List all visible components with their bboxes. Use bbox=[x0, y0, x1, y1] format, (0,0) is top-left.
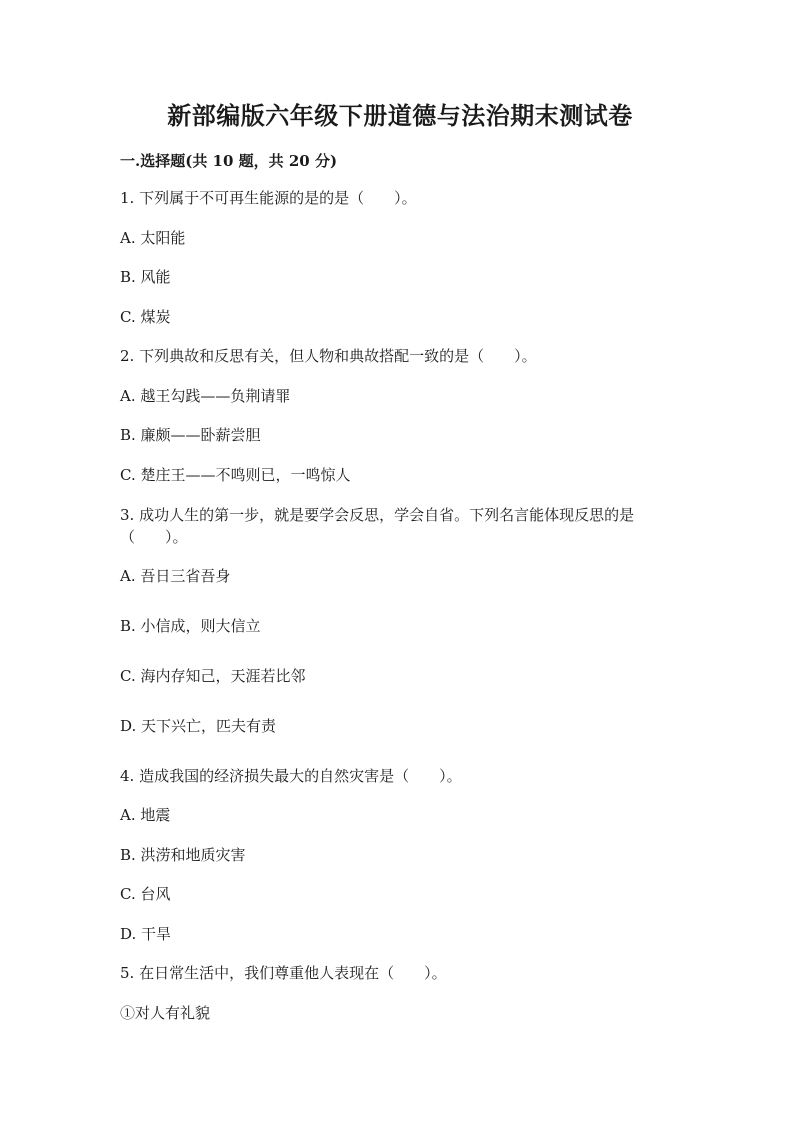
question-3-option-d: D. 天下兴亡，匹夫有责 bbox=[120, 717, 277, 735]
question-2-stem: 2. 下列典故和反思有关，但人物和典故搭配一致的是（ ）。 bbox=[120, 347, 537, 365]
question-1-option-c: C. 煤炭 bbox=[120, 308, 171, 326]
question-3-option-a: A. 吾日三省吾身 bbox=[120, 567, 231, 585]
question-4-option-c: C. 台风 bbox=[120, 885, 171, 903]
question-3-option-c: C. 海内存知己，天涯若比邻 bbox=[120, 667, 306, 685]
question-3-stem-line-1: 3. 成功人生的第一步，就是要学会反思，学会自省。下列名言能体现反思的是 bbox=[120, 506, 635, 524]
question-4-option-b: B. 洪涝和地质灾害 bbox=[120, 846, 246, 864]
question-1-option-b: B. 风能 bbox=[120, 268, 171, 286]
question-1-option-a: A. 太阳能 bbox=[120, 229, 186, 247]
question-2-option-b: B. 廉颇——卧薪尝胆 bbox=[120, 426, 261, 444]
question-2-option-c: C. 楚庄王——不鸣则已，一鸣惊人 bbox=[120, 466, 351, 484]
question-5-item-1: ①对人有礼貌 bbox=[120, 1004, 211, 1022]
page-title: 新部编版六年级下册道德与法治期末测试卷 bbox=[167, 101, 633, 130]
question-5-stem: 5. 在日常生活中，我们尊重他人表现在（ ）。 bbox=[120, 964, 447, 982]
question-4-option-a: A. 地震 bbox=[120, 806, 171, 824]
question-2-option-a: A. 越王勾践——负荆请罪 bbox=[120, 387, 291, 405]
question-3-stem-line-2: （ ）。 bbox=[120, 528, 188, 546]
question-4-stem: 4. 造成我国的经济损失最大的自然灾害是（ ）。 bbox=[120, 767, 462, 785]
question-1-stem: 1. 下列属于不可再生能源的是的是（ ）。 bbox=[120, 189, 417, 207]
section-heading: 一.选择题(共 10 题，共 20 分) bbox=[120, 152, 338, 170]
question-4-option-d: D. 干旱 bbox=[120, 925, 172, 943]
question-3-option-b: B. 小信成，则大信立 bbox=[120, 617, 261, 635]
